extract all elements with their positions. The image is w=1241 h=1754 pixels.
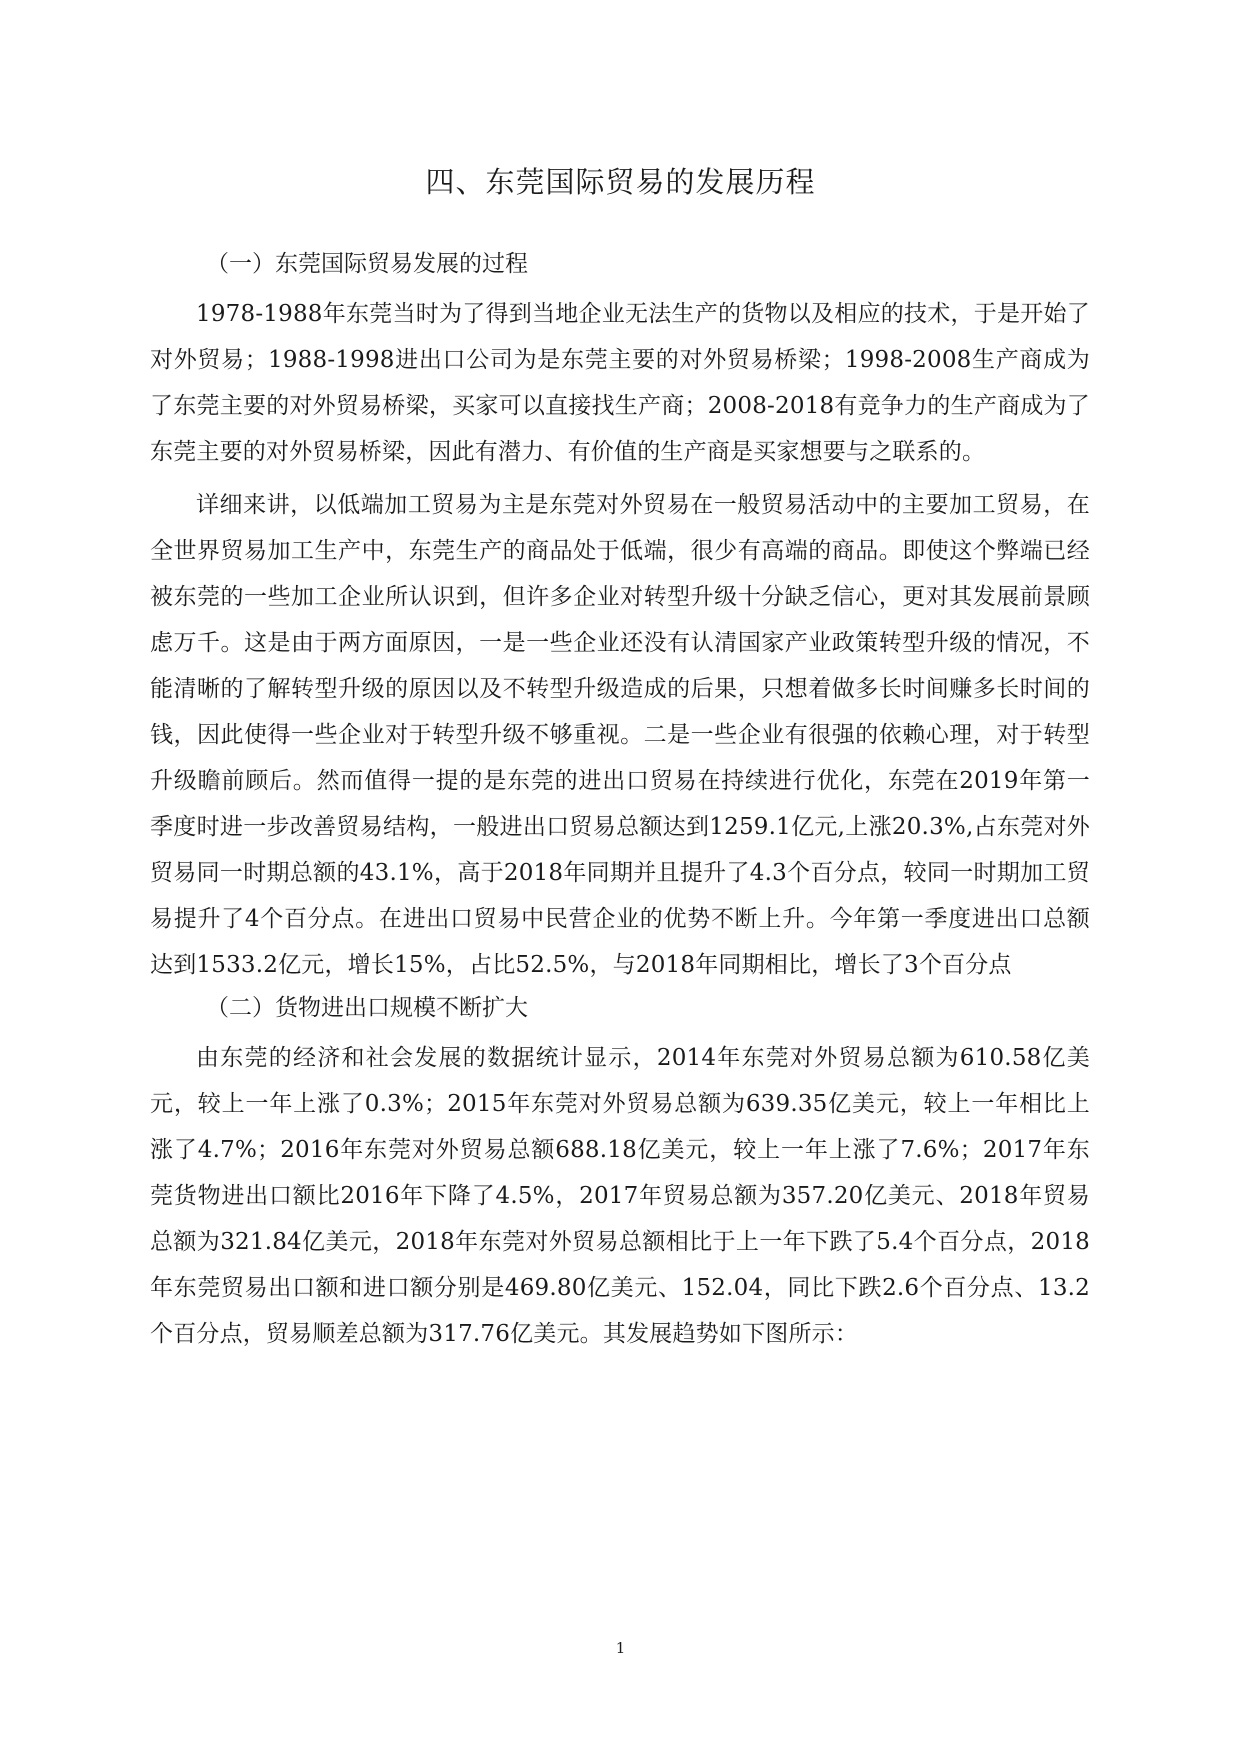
section-heading-1: （一）东莞国际贸易发展的过程 [206,251,528,277]
section-heading-2: （二）货物进出口规模不断扩大 [206,995,528,1021]
paragraph-2: 详细来讲，以低端加工贸易为主是东莞对外贸易在一般贸易活动中的主要加工贸易，在全世界贸易加工生产中，东莞生产的商品处于低端，很少有高端的商品。即使这个弊端已经被东莞的一些加工企业所认识到，但许多企业对转型升级十分缺乏信心，更对其发展前景顾虑万千。这是由于两方面原因，一是一些企业还没有认清国家产业政策转型升级的情况，不能清晰的了解转型升级的原因以及不转型升级造成的后果，只想着做多长时间赚多长时间的钱，因此使得一些企业对于转型升级不够重视。二是一些企业有很强的依赖心理，对于转型升级瞻前顾后。然而值得一提的是东莞的进出口贸易在持续进行优化，东莞在2019年第一季度时进一步改善贸易结构，一般进出口贸易总额达到1259.1亿元,上涨20.3%,占东莞对外贸易同一时期总额的43.1%，高于2018年同期并且提升了4.3个百分点，较同一时期加工贸易提升了4个百分点。在进出口贸易中民营企业的优势不断上升。今年第一季度进出口总额达到1533.2亿元，增长15%，占比52.5%，与2018年同期相比，增长了3个百分点 [150,492,1090,978]
paragraph-3: 由东莞的经济和社会发展的数据统计显示，2014年东莞对外贸易总额为610.58亿美元，较上一年上涨了0.3%；2015年东莞对外贸易总额为639.35亿美元，较上一年相比上涨了4.7%；2016年东莞对外贸易总额688.18亿美元，较上一年上涨了7.6%；2017年东莞货物进出口额比2016年下降了4.5%，2017年贸易总额为357.20亿美元、2018年贸易总额为321.84亿美元，2018年东莞对外贸易总额相比于上一年下跌了5.4个百分点，2018年东莞贸易出口额和进口额分别是469.80亿美元、152.04，同比下跌2.6个百分点、13.2个百分点，贸易顺差总额为317.76亿美元。其发展趋势如下图所示： [150,1045,1090,1347]
paragraph-1: 1978-1988年东莞当时为了得到当地企业无法生产的货物以及相应的技术，于是开始了对外贸易；1988-1998进出口公司为是东莞主要的对外贸易桥梁；1998-2008生产商成为了东莞主要的对外贸易桥梁，买家可以直接找生产商；2008-2018有竞争力的生产商成为了东莞主要的对外贸易桥梁，因此有潜力、有价值的生产商是买家想要与之联系的。 [150,301,1090,465]
page-number: 1 [615,1639,626,1657]
document-body [150,248,1090,1357]
page-title: 四、东莞国际贸易的发展历程 [425,165,816,199]
